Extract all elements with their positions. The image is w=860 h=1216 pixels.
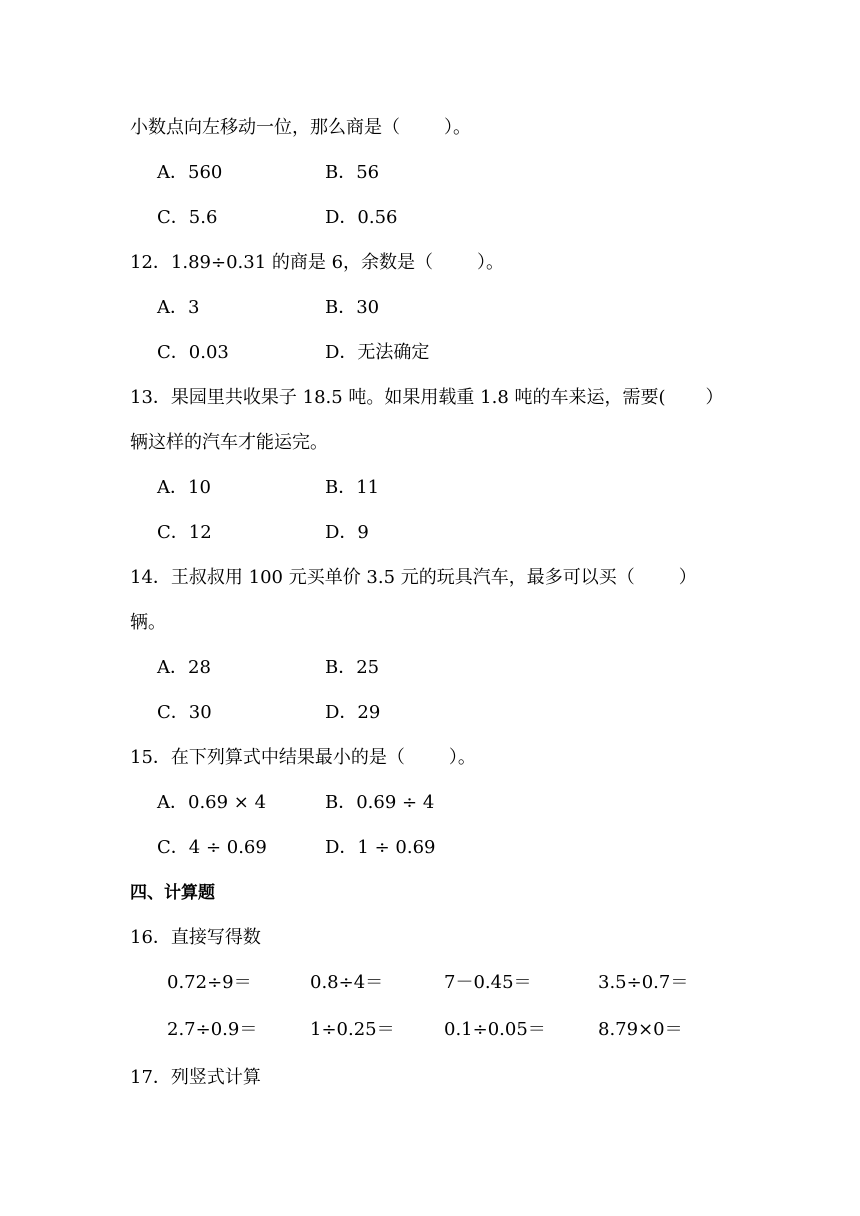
q14-option-c: C．30 bbox=[157, 702, 212, 723]
calc-item: 8.79×0＝ bbox=[598, 1019, 683, 1040]
q14-line1-end: ） bbox=[678, 567, 697, 588]
q14-option-b: B．25 bbox=[325, 657, 380, 678]
q11-text-end: ）。 bbox=[444, 117, 471, 138]
q11-option-d: D．0.56 bbox=[325, 207, 398, 228]
calc-item: 1÷0.25＝ bbox=[310, 1019, 395, 1040]
q13-option-c: C．12 bbox=[157, 522, 212, 543]
q16-title: 16．直接写得数 bbox=[130, 927, 261, 948]
calc-item: 7－0.45＝ bbox=[444, 972, 532, 993]
q12-text-end: ）。 bbox=[477, 252, 505, 273]
q12-text bbox=[130, 251, 504, 275]
q12-option-a: A．3 bbox=[157, 297, 200, 318]
q13-option-d: D．9 bbox=[325, 522, 369, 543]
q11-text bbox=[130, 116, 471, 140]
q11-option-a: A．560 bbox=[157, 162, 223, 183]
q13-option-b: B．11 bbox=[325, 477, 380, 498]
q11-option-b: B．56 bbox=[325, 162, 380, 183]
q11-option-c: C．5.6 bbox=[157, 207, 218, 228]
q14-line1-body: 14．王叔叔用 100 元买单价 3.5 元的玩具汽车，最多可以买（ bbox=[130, 567, 635, 588]
q15-text-body: 15．在下列算式中结果最小的是（ bbox=[130, 747, 405, 768]
q12-option-d: D．无法确定 bbox=[325, 342, 430, 363]
q15-text bbox=[130, 746, 476, 770]
q13-line1-end: ） bbox=[705, 387, 724, 408]
calc-item: 3.5÷0.7＝ bbox=[598, 972, 689, 993]
q15-option-c: C．4 ÷ 0.69 bbox=[157, 837, 267, 858]
calc-item: 2.7÷0.9＝ bbox=[167, 1019, 258, 1040]
q15-option-a: A．0.69 × 4 bbox=[157, 792, 267, 813]
calc-item: 0.72÷9＝ bbox=[167, 972, 252, 993]
q14-option-d: D．29 bbox=[325, 702, 381, 723]
q17-title: 17．列竖式计算 bbox=[130, 1067, 261, 1088]
q12-option-b: B．30 bbox=[325, 297, 380, 318]
q13-line2: 辆这样的汽车才能运完。 bbox=[130, 432, 328, 453]
section-title: 四、计算题 bbox=[130, 883, 215, 903]
calc-item: 0.1÷0.05＝ bbox=[444, 1019, 546, 1040]
calc-item: 0.8÷4＝ bbox=[310, 972, 384, 993]
q12-text-body: 12．1.89÷0.31 的商是 6，余数是（ bbox=[130, 252, 434, 273]
q13-line1-body: 13．果园里共收果子 18.5 吨。如果用载重 1.8 吨的车来运，需要( bbox=[130, 387, 666, 408]
q11-text-body: 小数点向左移动一位，那么商是（ bbox=[130, 117, 400, 138]
q14-line2: 辆。 bbox=[130, 612, 166, 633]
q15-option-d: D．1 ÷ 0.69 bbox=[325, 837, 436, 858]
q14-option-a: A．28 bbox=[157, 657, 211, 678]
q14-line1 bbox=[130, 566, 697, 590]
q12-option-c: C．0.03 bbox=[157, 342, 229, 363]
q13-option-a: A．10 bbox=[157, 477, 211, 498]
q15-option-b: B．0.69 ÷ 4 bbox=[325, 792, 435, 813]
q13-line1 bbox=[130, 386, 724, 410]
q15-text-end: ）。 bbox=[448, 747, 476, 768]
